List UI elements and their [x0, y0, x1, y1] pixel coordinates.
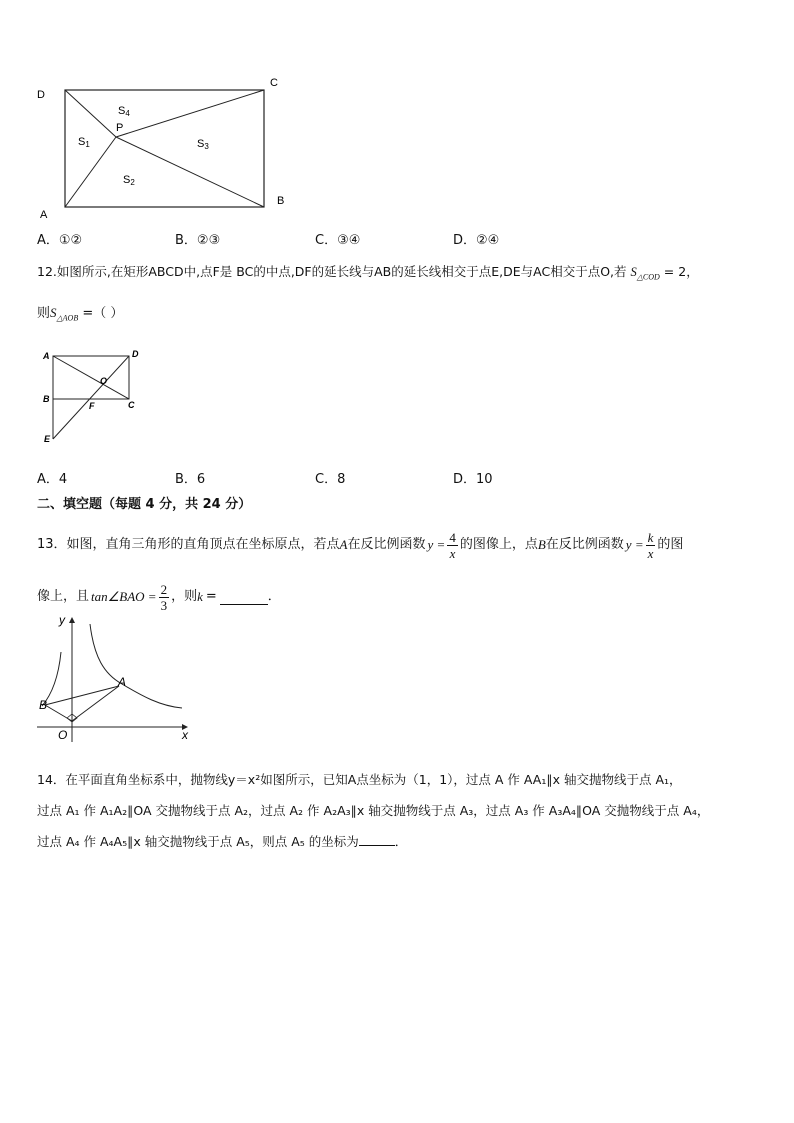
- q13-eq2-lhs: y =: [625, 537, 644, 552]
- q12-s-cod: $S_{\triangle COD}$: [630, 265, 660, 282]
- q12-option-c: C．8: [315, 472, 346, 487]
- q13-fraction-2-over-3: $\frac{2}{3}$: [160, 581, 168, 613]
- label-p: P: [116, 122, 124, 134]
- q12-s-cod-value: = 2，: [663, 264, 699, 279]
- q12-stem-line1: [37, 262, 699, 288]
- figure-q11-rectangle: [30, 72, 300, 222]
- label-d: D: [132, 349, 139, 359]
- q13-fraction-k-over-x: $\frac{k}{x}$: [647, 529, 654, 561]
- q12-option-d: D．10: [453, 472, 493, 487]
- q12-stem-line2: 则$S_{\triangle AOB}$ =（ ）: [37, 305, 124, 323]
- segment-oa: [72, 686, 119, 721]
- q13-eq1-lhs: y =: [427, 537, 446, 552]
- q11-option-a: A．①②: [37, 233, 83, 248]
- q14-answer-blank[interactable]: [359, 833, 395, 846]
- q11-option-c: C．③④: [315, 233, 361, 248]
- q11-option-b: B．②③: [175, 233, 221, 248]
- q14-stem-line2: 过点 A₁ 作 A₁A₂∥OA 交抛物线于点 A₂，过点 A₂ 作 A₂A₃∥x 轴交抛物线于点 A₃，过点 A₃ 作 A₃A₄∥OA 交抛物线于点 A₄，: [37, 803, 710, 818]
- segment-pa: [65, 137, 116, 207]
- q13-stem-line1: 13．如图，直角三角形的直角顶点在坐标原点，若点 A 在反比例函数 y = $\frac{4}{x}$ 的图像上，点 B 在反比例函数 y = $\frac{k}{x}$ 的图: [37, 529, 684, 561]
- label-o: O: [58, 728, 68, 742]
- label-y: y: [59, 613, 65, 627]
- label-a: A: [118, 675, 127, 689]
- label-s1: S1: [78, 136, 90, 149]
- label-a: A: [43, 351, 50, 361]
- segment-pb: [116, 137, 264, 207]
- rectangle-abcd: [65, 90, 264, 207]
- q11-option-d: D．②④: [453, 233, 500, 248]
- q13-stem-line2: 像上，且 tan∠BAO = $\frac{2}{3}$ ，则 k = ．: [37, 581, 281, 613]
- label-b: B: [43, 394, 50, 404]
- label-d: D: [37, 89, 45, 101]
- label-c: C: [128, 400, 135, 410]
- figure-q12-rectangle: [38, 346, 158, 446]
- q12-text: 12.如图所示,在矩形ABCD中,点F是 BC的中点,DF的延长线与AB的延长线相交于点E,DE与AC相交于点O,若: [37, 264, 627, 279]
- q12-option-b: B．6: [175, 472, 206, 487]
- section-heading-fill-in: 二、填空题（每题 4 分，共 24 分）: [37, 497, 252, 512]
- segment-ab: [45, 686, 119, 705]
- label-c: C: [270, 77, 278, 89]
- label-b: B: [277, 195, 285, 207]
- diagonal-ac: [53, 356, 129, 399]
- q12-option-a: A．4: [37, 472, 68, 487]
- label-s2: S2: [123, 174, 135, 187]
- curve-y-4-over-x: [90, 624, 182, 708]
- label-s3: S3: [197, 138, 209, 151]
- label-e: E: [44, 434, 51, 444]
- figure-q13-coordinate-plane: [32, 612, 197, 747]
- label-x: x: [182, 728, 188, 742]
- label-o: O: [100, 376, 108, 386]
- q14-stem-line1: 14．在平面直角坐标系中，抛物线y＝x²如图所示，已知A点坐标为（1，1），过点 A 作 AA₁∥x 轴交抛物线于点 A₁，: [37, 772, 682, 787]
- label-a: A: [40, 209, 48, 221]
- segment-pd: [65, 90, 116, 137]
- label-s4: S4: [118, 105, 130, 118]
- q13-fraction-4-over-x: $\frac{4}{x}$: [449, 529, 456, 561]
- q13-answer-blank[interactable]: [220, 590, 268, 605]
- q12-s-aob: $S_{\triangle AOB}$: [50, 305, 79, 323]
- label-b: B: [39, 698, 48, 712]
- q14-stem-line3: 过点 A₄ 作 A₄A₅∥x 轴交抛物线于点 A₅，则点 A₅ 的坐标为 ．: [37, 834, 408, 849]
- q13-tan-expression: tan∠BAO =: [91, 589, 157, 604]
- segment-pc: [116, 90, 264, 137]
- label-f: F: [89, 401, 95, 411]
- segment-de: [53, 356, 129, 439]
